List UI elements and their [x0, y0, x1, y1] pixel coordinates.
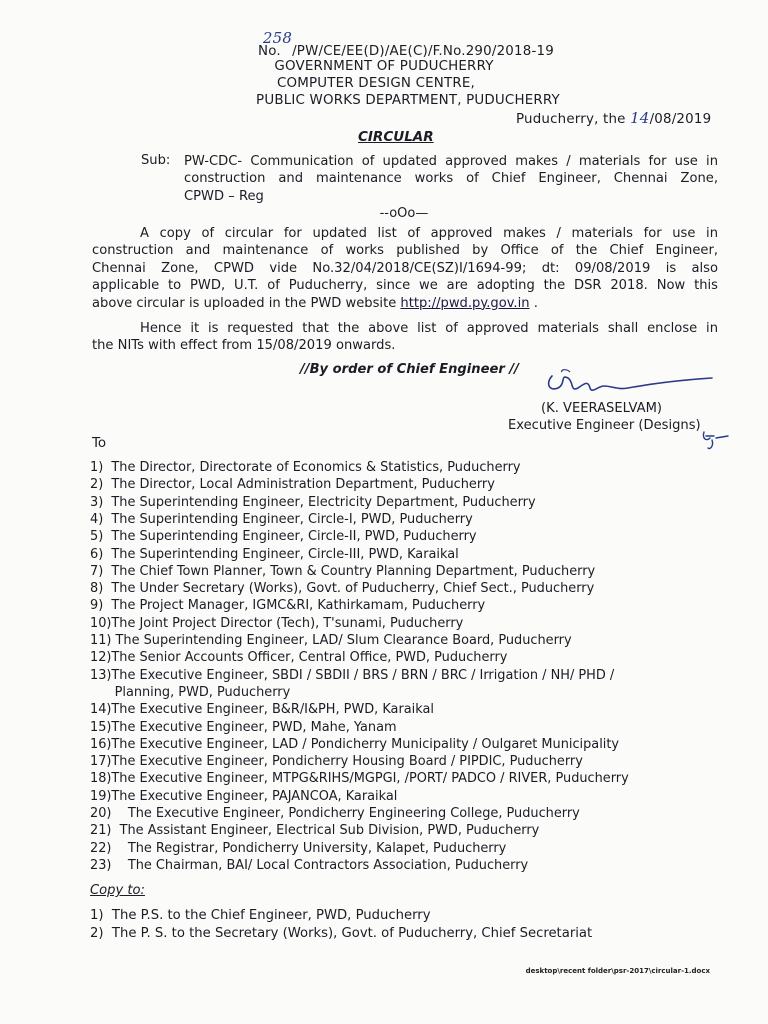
p1-line-1: A copy of circular for updated list of approved makes / materials for use in [140, 226, 718, 241]
date-prefix: Puducherry, the [516, 112, 626, 127]
pwd-website-link[interactable]: http://pwd.py.gov.in [400, 295, 530, 311]
p1-line-3: Chennai Zone, CPWD vide No.32/04/2018/CE(SZ)I/1694-99; dt: 09/08/2019 is also [92, 260, 718, 276]
date-rest: /08/2019 [649, 112, 712, 127]
handwritten-date-day: 14 [630, 109, 650, 127]
recipient-item: 13)The Executive Engineer, SBDI / SBDII / BRS / BRN / BRC / Irrigation / NH/ PHD / [90, 667, 615, 683]
recipient-item: 20) The Executive Engineer, Pondicherry Engineering College, Puducherry [90, 806, 580, 821]
recipient-item: 9) The Project Manager, IGMC&RI, Kathirkamam, Puducherry [90, 598, 486, 614]
signature [540, 366, 720, 406]
to-label: To [92, 436, 107, 451]
recipient-item: 18)The Executive Engineer, MTPG&RIHS/MGPGI, /PORT/ PADCO / RIVER, Puducherry [90, 771, 629, 787]
signatory-name: (K. VEERASELVAM) [541, 401, 662, 416]
recipient-item: 1) The Director, Directorate of Economics & Statistics, Puducherry [90, 460, 521, 475]
recipient-item: 14)The Executive Engineer, B&R/I&PH, PWD, Karaikal [90, 702, 434, 718]
recipient-item: 7) The Chief Town Planner, Town & Country Planning Department, Puducherry [90, 563, 596, 579]
subject-text [184, 153, 718, 205]
copy-to-label: Copy to: [90, 883, 145, 898]
recipient-item: 21) The Assistant Engineer, Electrical Sub Division, PWD, Puducherry [90, 823, 540, 839]
subject-line-2: construction and maintenance works of Chief Engineer, Chennai Zone, [184, 171, 718, 187]
p1-line-5-text: above circular is uploaded in the PWD website [92, 295, 401, 311]
p1-line-5-end: . [529, 295, 538, 311]
recipient-item: 2) The Director, Local Administration Department, Puducherry [90, 477, 495, 493]
ref-rest: /PW/CE/EE(D)/AE(C)/F.No.290/2018-19 [292, 44, 554, 59]
p2-line-1: Hence it is requested that the above list of approved materials shall enclose in [140, 321, 718, 336]
signatory-designation: Executive Engineer (Designs) [508, 418, 701, 433]
recipient-item: 19)The Executive Engineer, PAJANCOA, Karaikal [90, 788, 398, 804]
subject-label: Sub: [141, 153, 171, 168]
p1-line-5 [92, 295, 718, 312]
recipient-item: 10)The Joint Project Director (Tech), T'sunami, Puducherry [90, 615, 464, 631]
subject-line-1: PW-CDC- Communication of updated approved makes / materials for use in [184, 154, 718, 169]
separator: --oOo— [379, 206, 429, 221]
recipient-item: 11) The Superintending Engineer, LAD/ Slum Clearance Board, Puducherry [90, 633, 572, 648]
recipient-item: 17)The Executive Engineer, Pondicherry Housing Board / PIPDIC, Puducherry [90, 754, 583, 770]
org-line-1: GOVERNMENT OF PUDUCHERRY [274, 59, 494, 74]
recipient-item: 16)The Executive Engineer, LAD / Pondicherry Municipality / Oulgaret Municipality [90, 736, 620, 752]
recipient-item: 15)The Executive Engineer, PWD, Mahe, Yanam [90, 719, 397, 735]
signature-scribble [540, 366, 720, 406]
recipient-item: 3) The Superintending Engineer, Electricity Department, Puducherry [90, 494, 536, 510]
copy-to-item: 2) The P. S. to the Secretary (Works), Govt. of Puducherry, Chief Secretariat [90, 925, 593, 941]
handwritten-ref-number: 258 [262, 29, 293, 47]
p1-line-4: applicable to PWD, U.T. of Puducherry, since we are adopting the DSR 2018. Now this [92, 278, 718, 294]
order-line: //By order of Chief Engineer // [300, 362, 519, 377]
recipient-item: 6) The Superintending Engineer, Circle-III, PWD, Karaikal [90, 546, 459, 562]
paragraph-2 [92, 320, 718, 355]
org-line-3: PUBLIC WORKS DEPARTMENT, PUDUCHERRY [256, 93, 560, 108]
recipient-item: 22) The Registrar, Pondicherry University, Kalapet, Puducherry [90, 840, 507, 856]
copy-to-item: 1) The P.S. to the Chief Engineer, PWD, Puducherry [90, 908, 431, 923]
recipient-item: 5) The Superintending Engineer, Circle-II, PWD, Puducherry [90, 529, 477, 545]
p2-line-2: the NITs with effect from 15/08/2019 onwards. [92, 338, 396, 354]
recipient-item: 8) The Under Secretary (Works), Govt. of Puducherry, Chief Sect., Puducherry [90, 581, 595, 597]
initial-scribble [700, 428, 730, 452]
p1-line-2: construction and maintenance of works published by Office of the Chief Engineer, [92, 243, 718, 259]
paragraph-1 [92, 225, 718, 312]
footer-file-path: desktop\recent folder\psr-2017\circular-1.docx [525, 967, 710, 975]
date-line [516, 110, 711, 128]
recipient-item: 4) The Superintending Engineer, Circle-I, PWD, Puducherry [90, 511, 473, 527]
circular-title: CIRCULAR [358, 129, 434, 145]
ref-prefix: No. [258, 44, 281, 59]
reference-number [258, 29, 554, 60]
initial-mark [700, 428, 730, 456]
recipient-item: 23) The Chairman, BAI/ Local Contractors Association, Puducherry [90, 857, 529, 873]
org-line-2: COMPUTER DESIGN CENTRE, [276, 76, 476, 91]
recipient-item: 12)The Senior Accounts Officer, Central Office, PWD, Puducherry [90, 650, 508, 666]
recipient-item: Planning, PWD, Puducherry [90, 684, 291, 700]
subject-line-3: CPWD – Reg [184, 188, 264, 204]
